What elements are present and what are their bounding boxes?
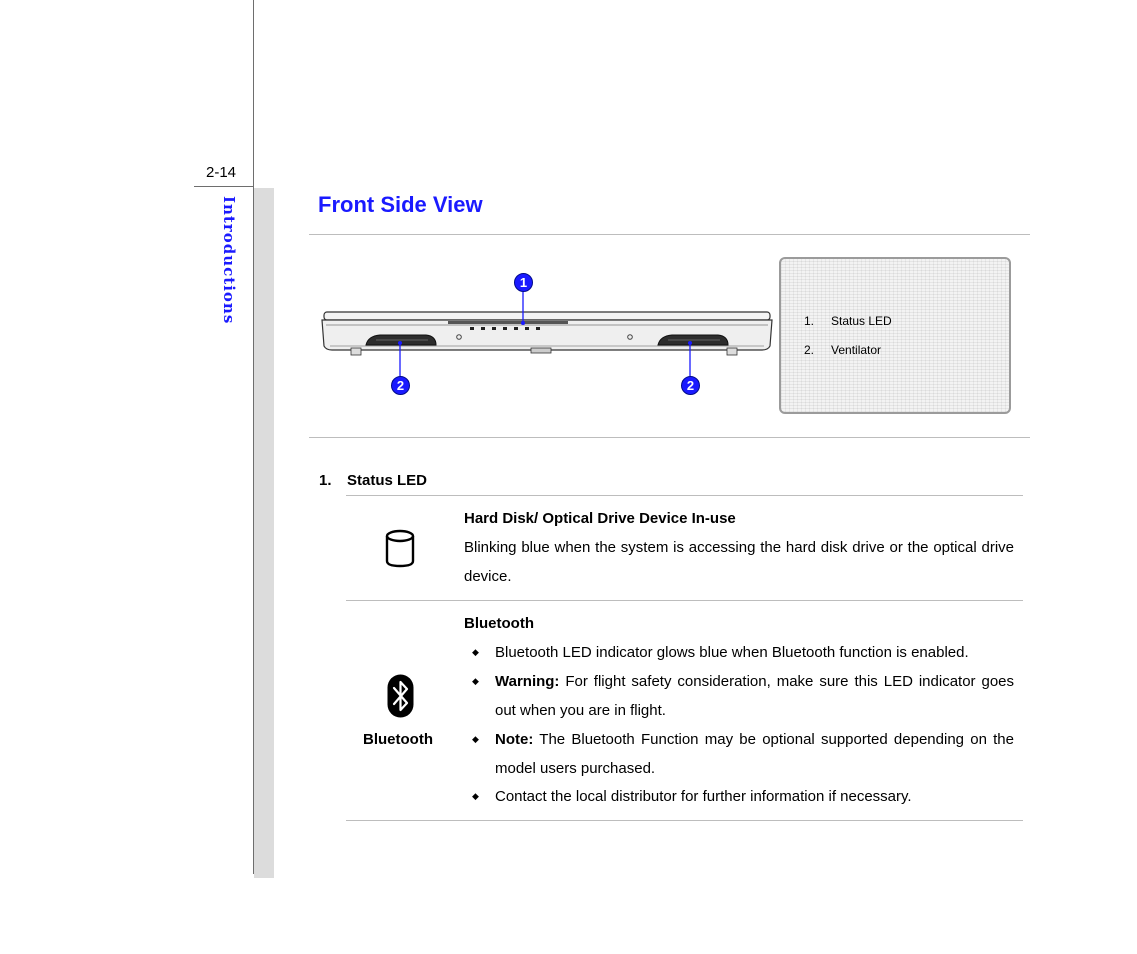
- legend-item: [804, 343, 881, 357]
- hard-disk-icon: [384, 527, 416, 574]
- page-number-rule: [194, 186, 254, 187]
- figure-divider: [309, 437, 1030, 438]
- laptop-front-drawing: [318, 268, 776, 408]
- legend-number: 2.: [804, 343, 815, 357]
- callout-status-led: 1: [514, 273, 533, 292]
- legend-label: Ventilator: [831, 343, 882, 357]
- bullet-diamond-icon: ◆: [472, 791, 479, 801]
- bullet-item: [472, 667, 1014, 725]
- bluetooth-icon-caption: Bluetooth: [363, 731, 433, 748]
- bullet-diamond-icon: ◆: [472, 647, 479, 657]
- bullet-text: Bluetooth LED indicator glows blue when Bluetooth function is enabled.: [495, 644, 969, 661]
- bullet-text: Note: The Bluetooth Function may be optional supported depending on the model users purchased.: [495, 731, 1014, 777]
- title-divider: [309, 234, 1030, 235]
- chapter-label: Introductions: [220, 196, 238, 325]
- bullet-item: [472, 782, 1014, 811]
- bullet-text: Warning: For flight safety consideration, make sure this LED indicator goes out when you are in flight.: [495, 673, 1014, 719]
- section-title: Status LED: [347, 472, 428, 489]
- bullet-item: [472, 725, 1014, 783]
- bullet-item: [472, 638, 1014, 667]
- legend-number: 1.: [804, 314, 815, 328]
- table-bottom-rule: [346, 820, 1023, 821]
- legend-label: Status LED: [831, 314, 892, 328]
- callout-ventilator-left: 2: [391, 376, 410, 395]
- callout-ventilator-right: 2: [681, 376, 700, 395]
- bullet-diamond-icon: ◆: [472, 676, 479, 686]
- figure-legend: [779, 257, 1011, 414]
- bullet-text: Contact the local distributor for further information if necessary.: [495, 788, 912, 805]
- sidebar-bar: [254, 188, 274, 878]
- row-divider: [346, 600, 1023, 601]
- page-title: Front Side View: [318, 192, 483, 217]
- bullet-diamond-icon: ◆: [472, 734, 479, 744]
- bluetooth-icon: [387, 674, 414, 723]
- row-title-bluetooth: Bluetooth: [464, 615, 534, 632]
- table-top-rule: [346, 495, 1023, 496]
- row-title-hard-disk: Hard Disk/ Optical Drive Device In-use: [464, 510, 736, 527]
- page-number: 2-14: [206, 164, 237, 181]
- legend-item: [804, 314, 892, 328]
- section-number: 1.: [319, 472, 332, 489]
- row-text-hard-disk: Blinking blue when the system is accessing the hard disk drive or the optical drive device.: [464, 539, 1014, 585]
- section-heading: [319, 472, 427, 489]
- laptop-front-illustration: [318, 268, 776, 408]
